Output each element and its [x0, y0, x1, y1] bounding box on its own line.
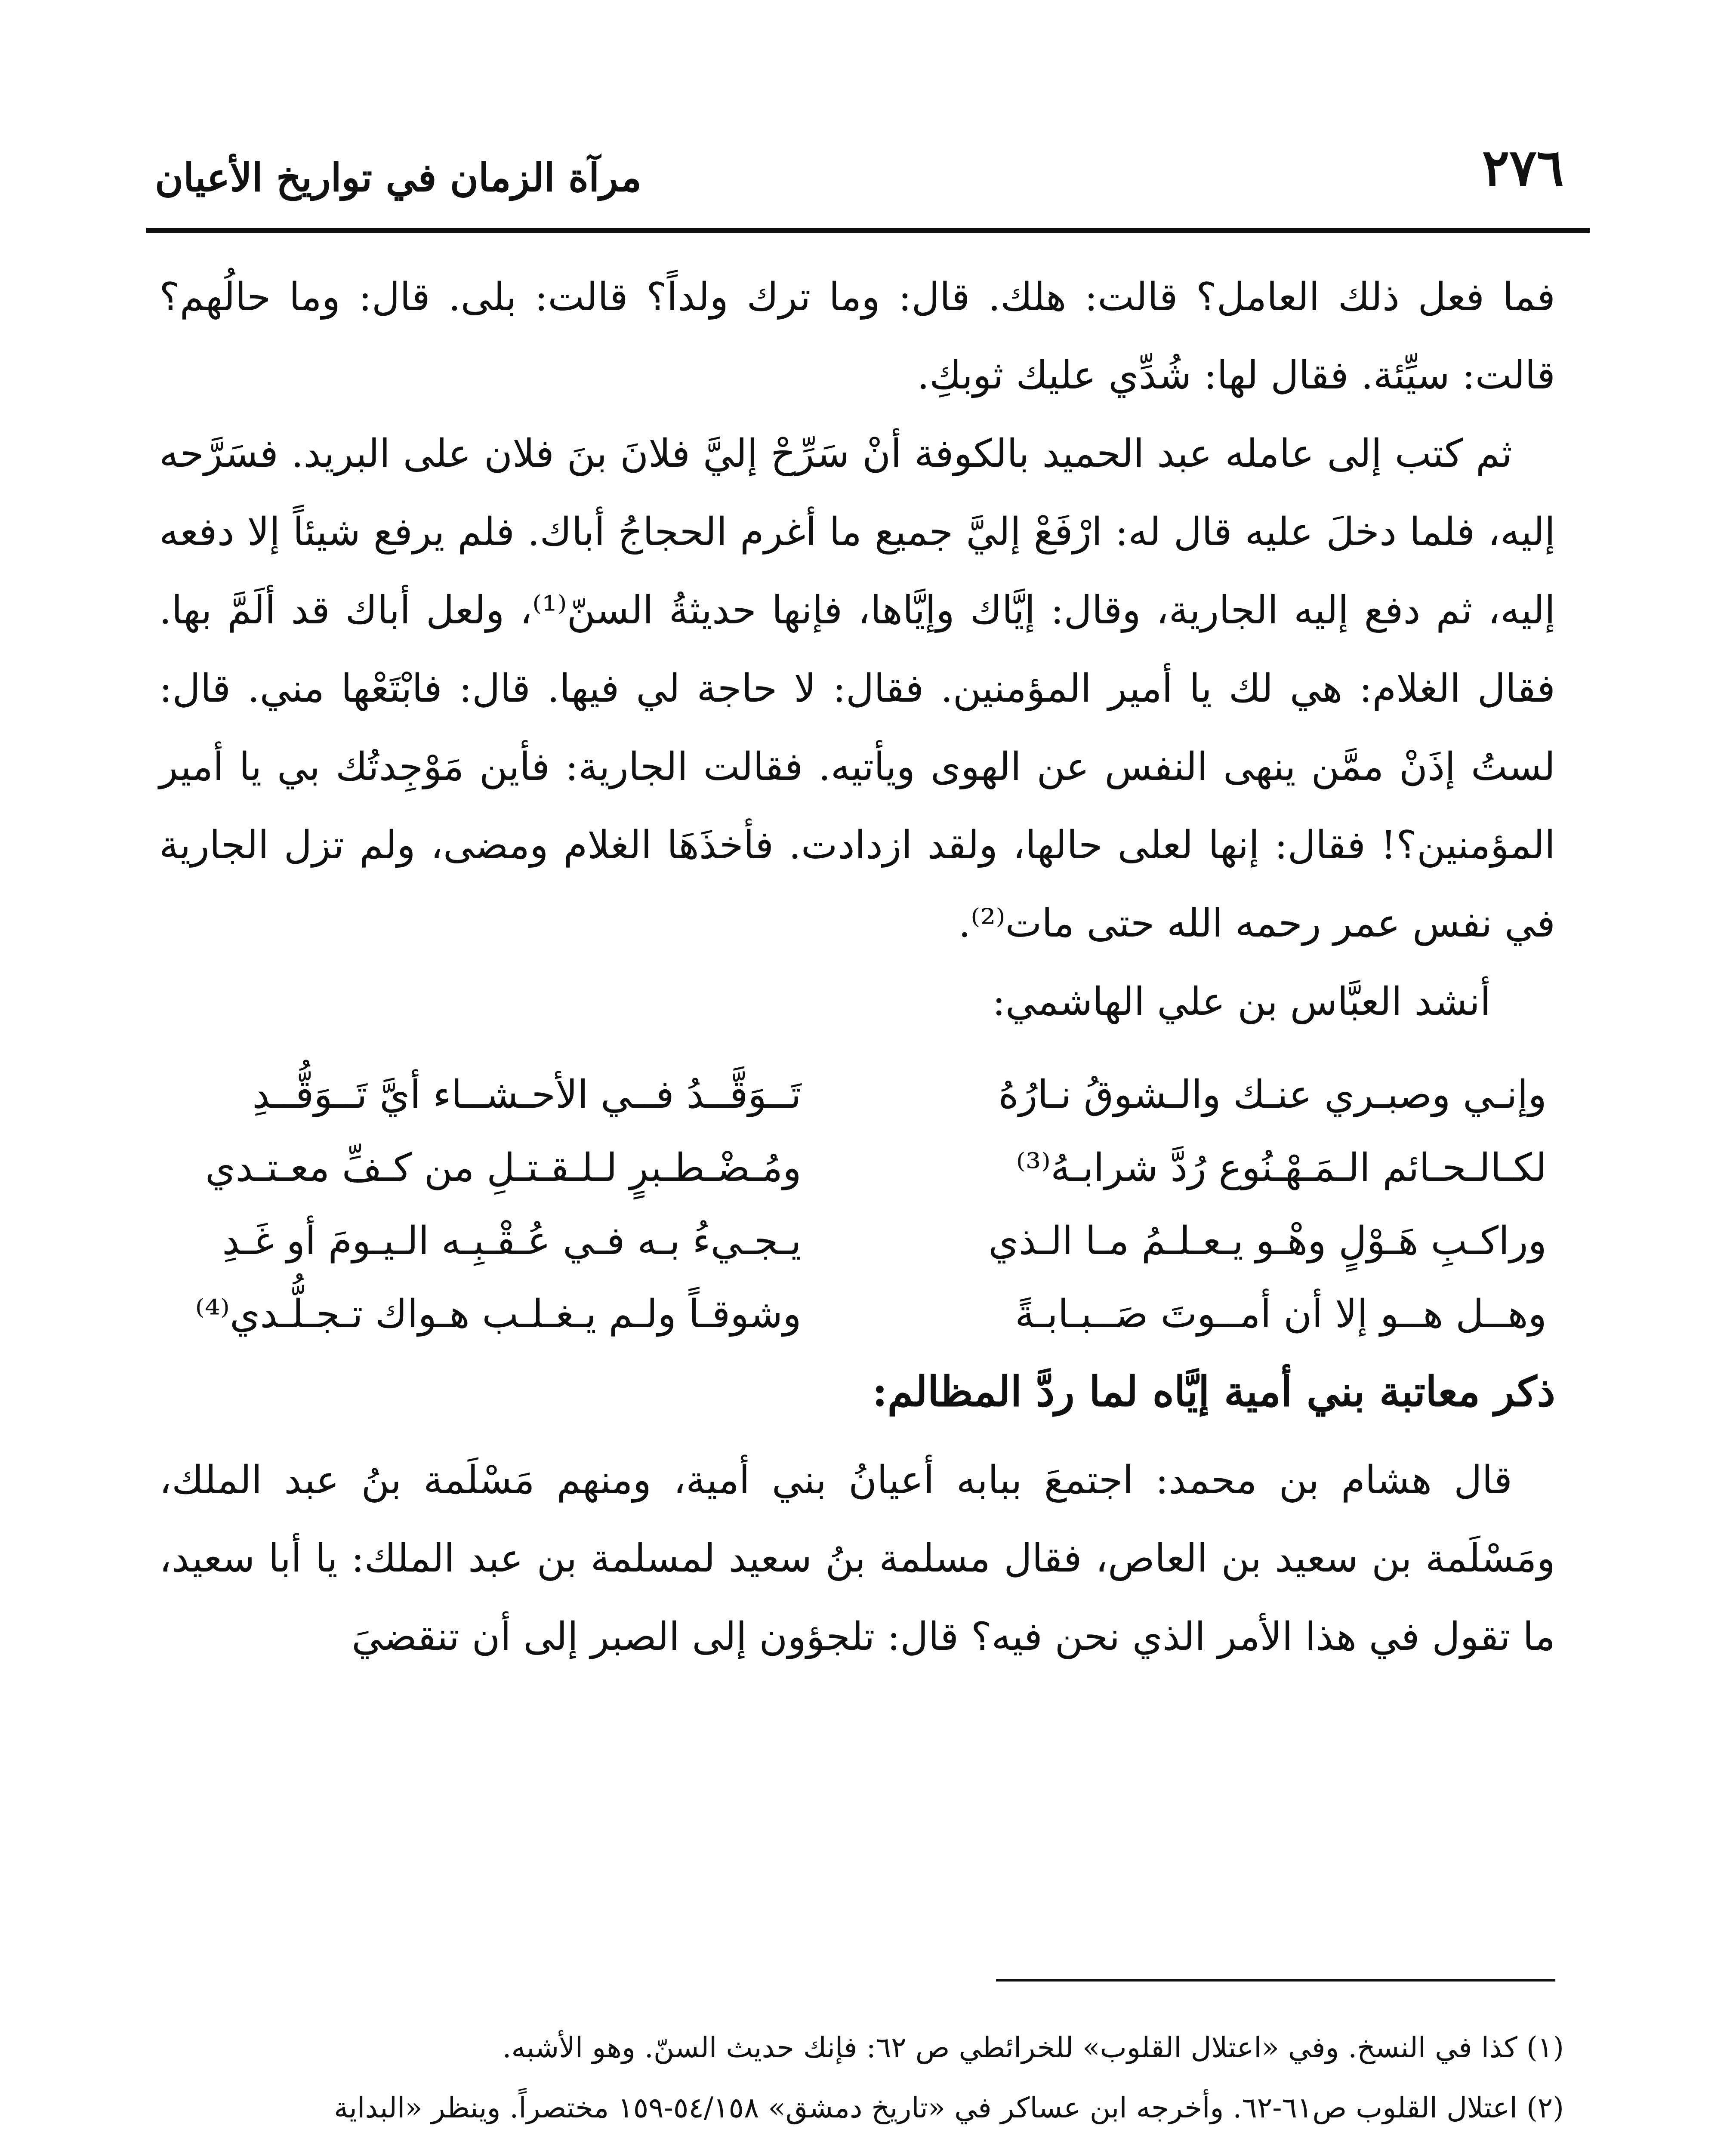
- footnotes: [159, 2018, 1564, 2151]
- verse-line: [159, 1058, 1555, 1131]
- footnote-2: [159, 2078, 1564, 2151]
- paragraph-2: ثم كتب إلى عامله عبد الحميد بالكوفة أنْ سَرِّحْ إليَّ فلانَ بنَ فلان على البريد. فسَرَّحه إليه، فلما دخلَ عليه قال له: ارْفَعْ إليَّ جميع ما أغرم الحجاجُ أباك. فلم يرفع شيئاً إلا دفعه إليه، ثم دفع إليه الجارية، وقال: إيَّاك وإيَّاها، فإنها حديثةُ السنّ⁽¹⁾، ولعل أباك قد ألَمَّ بها. فقال الغلام: هي لك يا أمير المؤمنين. فقال: لا حاجة لي فيها. قال: فابْتَعْها مني. قال: لستُ إذَنْ ممَّن ينهى النفس عن الهوى ويأتيه. فقالت الجارية: فأين مَوْجِدتُك بي يا أمير المؤمنين؟! فقال: إنها لعلى حالها، ولقد ازدادت. فأخذَهَا الغلام ومضى، ولم تزل الجارية في نفس عمر رحمه الله حتى مات⁽²⁾.: [159, 431, 1555, 946]
- verse-second-hemistich: تَــوَقَّــدُ فــي الأحـشــاء أيَّ تَــوَقُّــدِ: [252, 1072, 802, 1117]
- book-title: مرآة الزمان في تواريخ الأعيان: [155, 155, 642, 200]
- verse-first-hemistich: لكـالـحـائم الـمَـهْـنُوع رُدَّ شرابـهُ⁽³⁾: [1016, 1145, 1547, 1190]
- footnote-1: (١) كذا في النسخ. وفي «اعتلال القلوب» للخرائطي ص ٦٢: فإنك حديث السنّ. وهو الأشبه.: [502, 2031, 1564, 2064]
- footnote-2-text: (٢) اعتلال القلوب ص٦١-٦٢. وأخرجه ابن عساكر في «تاريخ دمشق» ٥٤/١٥٨-١٥٩ مختصراً. وينظر «البداية: [334, 2091, 1564, 2124]
- footnote-2-continuation: [159, 2138, 1564, 2151]
- poem: [159, 1058, 1555, 1351]
- main-text: [159, 258, 1555, 1676]
- verse-second-hemistich: وشوقـاً ولـم يـغـلـب هـواك تـجـلُّـدي⁽⁴⁾: [195, 1291, 802, 1337]
- verse-line: [159, 1278, 1555, 1351]
- verse-second-hemistich: يـجـيءُ بـه فـي عُـقْـبِـه الـيـومَ أو غَـدِ: [222, 1218, 802, 1263]
- verse-intro: أنشد العبَّاس بن علي الهاشمي:: [992, 979, 1491, 1024]
- paragraph-1: فما فعل ذلك العامل؟ قالت: هلك. قال: وما ترك ولداً؟ قالت: بلى. قال: وما حالُهم؟ قالت: سيِّئة. فقال لها: شُدِّي عليك ثوبكِ.: [159, 274, 1555, 398]
- verse-first-hemistich: وراكـبِ هَـوْلٍ وهْـو يـعـلـمُ مـا الـذي: [988, 1218, 1547, 1263]
- verse-first-hemistich: وهــل هــو إلا أن أمــوتَ صَــبـابـةً: [1015, 1291, 1547, 1337]
- paragraph-3: قال هشام بن محمد: اجتمعَ ببابه أعيانُ بني أمية، ومنهم مَسْلَمة بنُ عبد الملك، ومَسْلَمة بن سعيد بن العاص، فقال مسلمة بنُ سعيد لمسلمة بن عبد الملك: يا أبا سعيد، ما تقول في هذا الأمر الذي نحن فيه؟ قال: تلجؤون إلى الصبر إلى أن تنقضيَ: [159, 1458, 1555, 1659]
- verse-line: [159, 1205, 1555, 1278]
- verse-second-hemistich: ومُـضْـطـبرٍ لـلـقـتـلِ من كـفِّ معـتـدي: [205, 1145, 802, 1190]
- verse-first-hemistich: وإنـي وصبـري عنـك والـشوقُ نـارُهُ: [998, 1072, 1547, 1117]
- footnote-divider: [996, 1979, 1555, 1982]
- running-header: [146, 129, 1590, 233]
- verse-line: [159, 1131, 1555, 1205]
- section-heading: ذكر معاتبة بني أمية إيَّاه لما ردَّ المظالم:: [872, 1367, 1555, 1416]
- page-number: ٢٧٦: [1482, 138, 1564, 197]
